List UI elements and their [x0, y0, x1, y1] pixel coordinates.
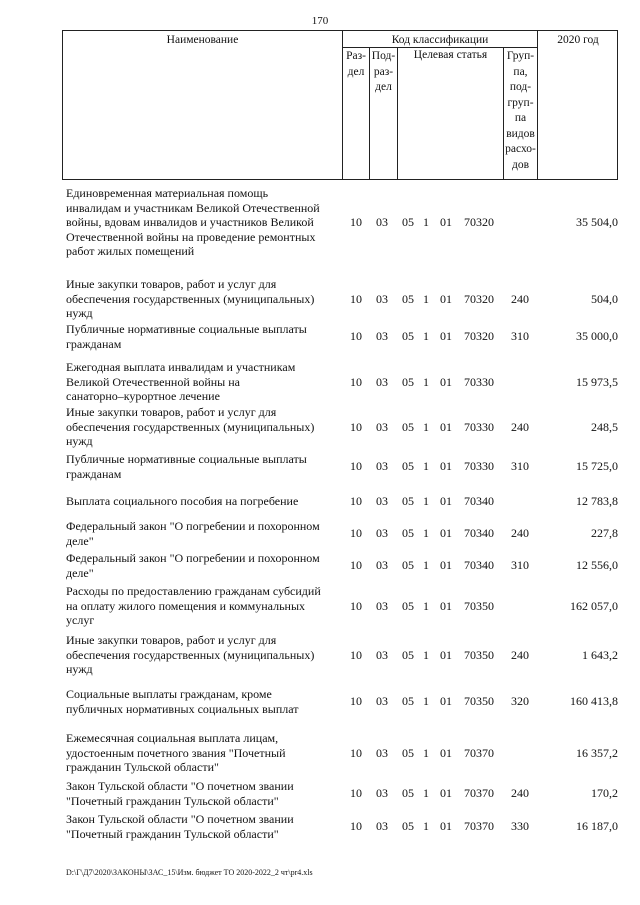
header-gruppa: Груп- па, под- груп- па видов расхо- дов: [505, 50, 536, 171]
row-name: Иные закупки товаров, работ и услуг для обеспечения государственных (муниципальных) нужд: [66, 277, 315, 321]
table-row: [0, 633, 640, 677]
row-cs-main: 01: [440, 494, 452, 508]
row-podrazdel: 03: [376, 374, 388, 389]
header-name: Наименование: [166, 34, 239, 46]
row-cs-main: 01: [440, 745, 452, 760]
row-name: Единовременная материальная помощь инвалидам и участникам Великой Отечественной войны, вдовам инвалидов и участников Великой Отечественной войны на проведение ремонтных работ жилых помещений: [66, 186, 320, 259]
row-cs-subprogram: 1: [423, 419, 429, 434]
row-amount-2020: 248,5: [591, 419, 618, 434]
table-row: [0, 277, 640, 321]
row-name: Ежегодная выплата инвалидам и участникам Великой Отечественной войны на санаторно–курортное лечение: [66, 360, 296, 404]
row-cs-subprogram: 1: [423, 291, 429, 306]
row-razdel: 10: [350, 786, 362, 801]
table-row: [0, 494, 640, 509]
row-cs-main: 01: [440, 786, 452, 801]
row-amount-2020: 1 643,2: [582, 647, 618, 662]
row-cs-main: 01: [440, 647, 452, 662]
row-razdel: 10: [350, 459, 362, 474]
row-vid-rashodov: 240: [511, 786, 529, 801]
row-cs-subprogram: 1: [423, 694, 429, 709]
row-cs-main: 01: [440, 558, 452, 573]
row-amount-2020: 504,0: [591, 291, 618, 306]
row-razdel: 10: [350, 647, 362, 662]
table-row: [0, 452, 640, 481]
row-amount-2020: 35 000,0: [576, 329, 618, 344]
table-row: [0, 519, 640, 548]
row-cs-program: 05: [402, 459, 414, 474]
row-amount-2020: 12 556,0: [576, 558, 618, 573]
row-cs-main: 01: [440, 419, 452, 434]
table-row: [0, 322, 640, 351]
row-cs-subprogram: 1: [423, 819, 429, 834]
table-row: [0, 186, 640, 259]
row-razdel: 10: [350, 598, 362, 613]
row-razdel: 10: [350, 291, 362, 306]
row-podrazdel: 03: [376, 647, 388, 662]
row-cs-direction: 70330: [464, 459, 494, 474]
row-cs-direction: 70340: [464, 494, 494, 508]
row-amount-2020: 160 413,8: [570, 694, 618, 709]
row-amount-2020: 35 504,0: [576, 215, 618, 230]
row-podrazdel: 03: [376, 819, 388, 834]
row-cs-direction: 70330: [464, 374, 494, 389]
row-amount-2020: 170,2: [591, 786, 618, 801]
row-cs-direction: 70370: [464, 819, 494, 834]
row-cs-program: 05: [402, 647, 414, 662]
row-name: Иные закупки товаров, работ и услуг для обеспечения государственных (муниципальных) нужд: [66, 405, 315, 449]
row-cs-subprogram: 1: [423, 598, 429, 613]
row-cs-main: 01: [440, 291, 452, 306]
row-cs-direction: 70320: [464, 215, 494, 230]
row-razdel: 10: [350, 558, 362, 573]
header-podrazdel: Под- раз- дел: [371, 50, 396, 93]
page-number: 170: [311, 15, 329, 27]
header-razdel: Раз- дел: [346, 50, 366, 78]
row-cs-subprogram: 1: [423, 526, 429, 541]
table-row: [0, 360, 640, 404]
row-amount-2020: 15 973,5: [576, 374, 618, 389]
row-vid-rashodov: 240: [511, 419, 529, 434]
row-amount-2020: 227,8: [591, 526, 618, 541]
row-cs-direction: 70370: [464, 745, 494, 760]
table-row: [0, 779, 640, 808]
row-name: Ежемесячная социальная выплата лицам, удостоенным почетного звания "Почетный гражданин Тульской области": [66, 731, 286, 775]
table-header: [62, 30, 618, 180]
row-name: Иные закупки товаров, работ и услуг для обеспечения государственных (муниципальных) нужд: [66, 633, 315, 677]
row-cs-direction: 70340: [464, 526, 494, 541]
row-cs-subprogram: 1: [423, 329, 429, 344]
row-name: Федеральный закон "О погребении и похоронном деле": [66, 551, 320, 580]
table-row: [0, 731, 640, 775]
row-cs-program: 05: [402, 494, 414, 508]
row-cs-subprogram: 1: [423, 647, 429, 662]
row-name: Публичные нормативные социальные выплаты гражданам: [66, 322, 307, 351]
row-vid-rashodov: 330: [511, 819, 529, 834]
row-amount-2020: 15 725,0: [576, 459, 618, 474]
row-razdel: 10: [350, 374, 362, 389]
row-cs-subprogram: 1: [423, 786, 429, 801]
row-podrazdel: 03: [376, 291, 388, 306]
row-cs-program: 05: [402, 215, 414, 230]
row-cs-program: 05: [402, 819, 414, 834]
row-name: Публичные нормативные социальные выплаты гражданам: [66, 452, 307, 481]
row-razdel: 10: [350, 526, 362, 541]
row-cs-subprogram: 1: [423, 459, 429, 474]
row-cs-subprogram: 1: [423, 374, 429, 389]
header-celevaya: Целевая статья: [413, 49, 488, 61]
row-cs-direction: 70320: [464, 329, 494, 344]
row-cs-main: 01: [440, 459, 452, 474]
row-razdel: 10: [350, 494, 362, 508]
row-podrazdel: 03: [376, 419, 388, 434]
row-vid-rashodov: 320: [511, 694, 529, 709]
row-cs-program: 05: [402, 598, 414, 613]
row-vid-rashodov: 310: [511, 459, 529, 474]
row-podrazdel: 03: [376, 694, 388, 709]
row-name: Расходы по предоставлению гражданам субсидий на оплату жилого помещения и коммунальных услуг: [66, 584, 321, 628]
header-classification: Код классификации: [391, 34, 489, 46]
row-cs-main: 01: [440, 374, 452, 389]
row-amount-2020: 16 187,0: [576, 819, 618, 834]
row-cs-subprogram: 1: [423, 494, 429, 508]
row-razdel: 10: [350, 694, 362, 709]
row-podrazdel: 03: [376, 745, 388, 760]
row-razdel: 10: [350, 215, 362, 230]
file-path-footer: D:\Г\Д7\2020\ЗАКОНЫ\ЗАС_15\Изм. бюджет ТО 2020-2022_2 чт\pr4.xls: [66, 868, 313, 877]
table-row: [0, 584, 640, 628]
row-cs-program: 05: [402, 694, 414, 709]
row-cs-program: 05: [402, 329, 414, 344]
row-cs-direction: 70350: [464, 598, 494, 613]
row-podrazdel: 03: [376, 215, 388, 230]
row-podrazdel: 03: [376, 558, 388, 573]
row-cs-subprogram: 1: [423, 215, 429, 230]
row-vid-rashodov: 240: [511, 647, 529, 662]
row-cs-main: 01: [440, 526, 452, 541]
row-name: Выплата социального пособия на погребение: [66, 494, 299, 508]
row-amount-2020: 16 357,2: [576, 745, 618, 760]
row-cs-main: 01: [440, 819, 452, 834]
row-cs-direction: 70330: [464, 419, 494, 434]
row-cs-main: 01: [440, 694, 452, 709]
row-name: Закон Тульской области "О почетном звании "Почетный гражданин Тульской области": [66, 779, 294, 808]
row-cs-subprogram: 1: [423, 745, 429, 760]
row-cs-main: 01: [440, 215, 452, 230]
table-row: [0, 551, 640, 580]
row-amount-2020: 162 057,0: [570, 598, 618, 613]
table-row: [0, 812, 640, 841]
table-row: [0, 687, 640, 716]
row-razdel: 10: [350, 419, 362, 434]
row-cs-program: 05: [402, 558, 414, 573]
row-amount-2020: 12 783,8: [576, 494, 618, 508]
row-cs-program: 05: [402, 419, 414, 434]
row-cs-direction: 70370: [464, 786, 494, 801]
row-podrazdel: 03: [376, 459, 388, 474]
row-cs-program: 05: [402, 745, 414, 760]
row-vid-rashodov: 240: [511, 291, 529, 306]
row-vid-rashodov: 310: [511, 329, 529, 344]
row-podrazdel: 03: [376, 598, 388, 613]
row-cs-main: 01: [440, 598, 452, 613]
row-cs-direction: 70320: [464, 291, 494, 306]
row-cs-program: 05: [402, 786, 414, 801]
row-cs-direction: 70350: [464, 694, 494, 709]
row-cs-program: 05: [402, 291, 414, 306]
row-name: Социальные выплаты гражданам, кроме публичных нормативных социальных выплат: [66, 687, 299, 716]
row-podrazdel: 03: [376, 494, 388, 508]
row-razdel: 10: [350, 819, 362, 834]
row-razdel: 10: [350, 745, 362, 760]
row-razdel: 10: [350, 329, 362, 344]
header-year: 2020 год: [557, 34, 599, 46]
row-cs-direction: 70340: [464, 558, 494, 573]
table-row: [0, 405, 640, 449]
row-cs-program: 05: [402, 374, 414, 389]
row-cs-direction: 70350: [464, 647, 494, 662]
row-cs-main: 01: [440, 329, 452, 344]
row-podrazdel: 03: [376, 329, 388, 344]
row-vid-rashodov: 240: [511, 526, 529, 541]
row-podrazdel: 03: [376, 526, 388, 541]
row-cs-subprogram: 1: [423, 558, 429, 573]
row-name: Федеральный закон "О погребении и похоронном деле": [66, 519, 320, 548]
row-cs-program: 05: [402, 526, 414, 541]
row-name: Закон Тульской области "О почетном звании "Почетный гражданин Тульской области": [66, 812, 294, 841]
row-vid-rashodov: 310: [511, 558, 529, 573]
row-podrazdel: 03: [376, 786, 388, 801]
